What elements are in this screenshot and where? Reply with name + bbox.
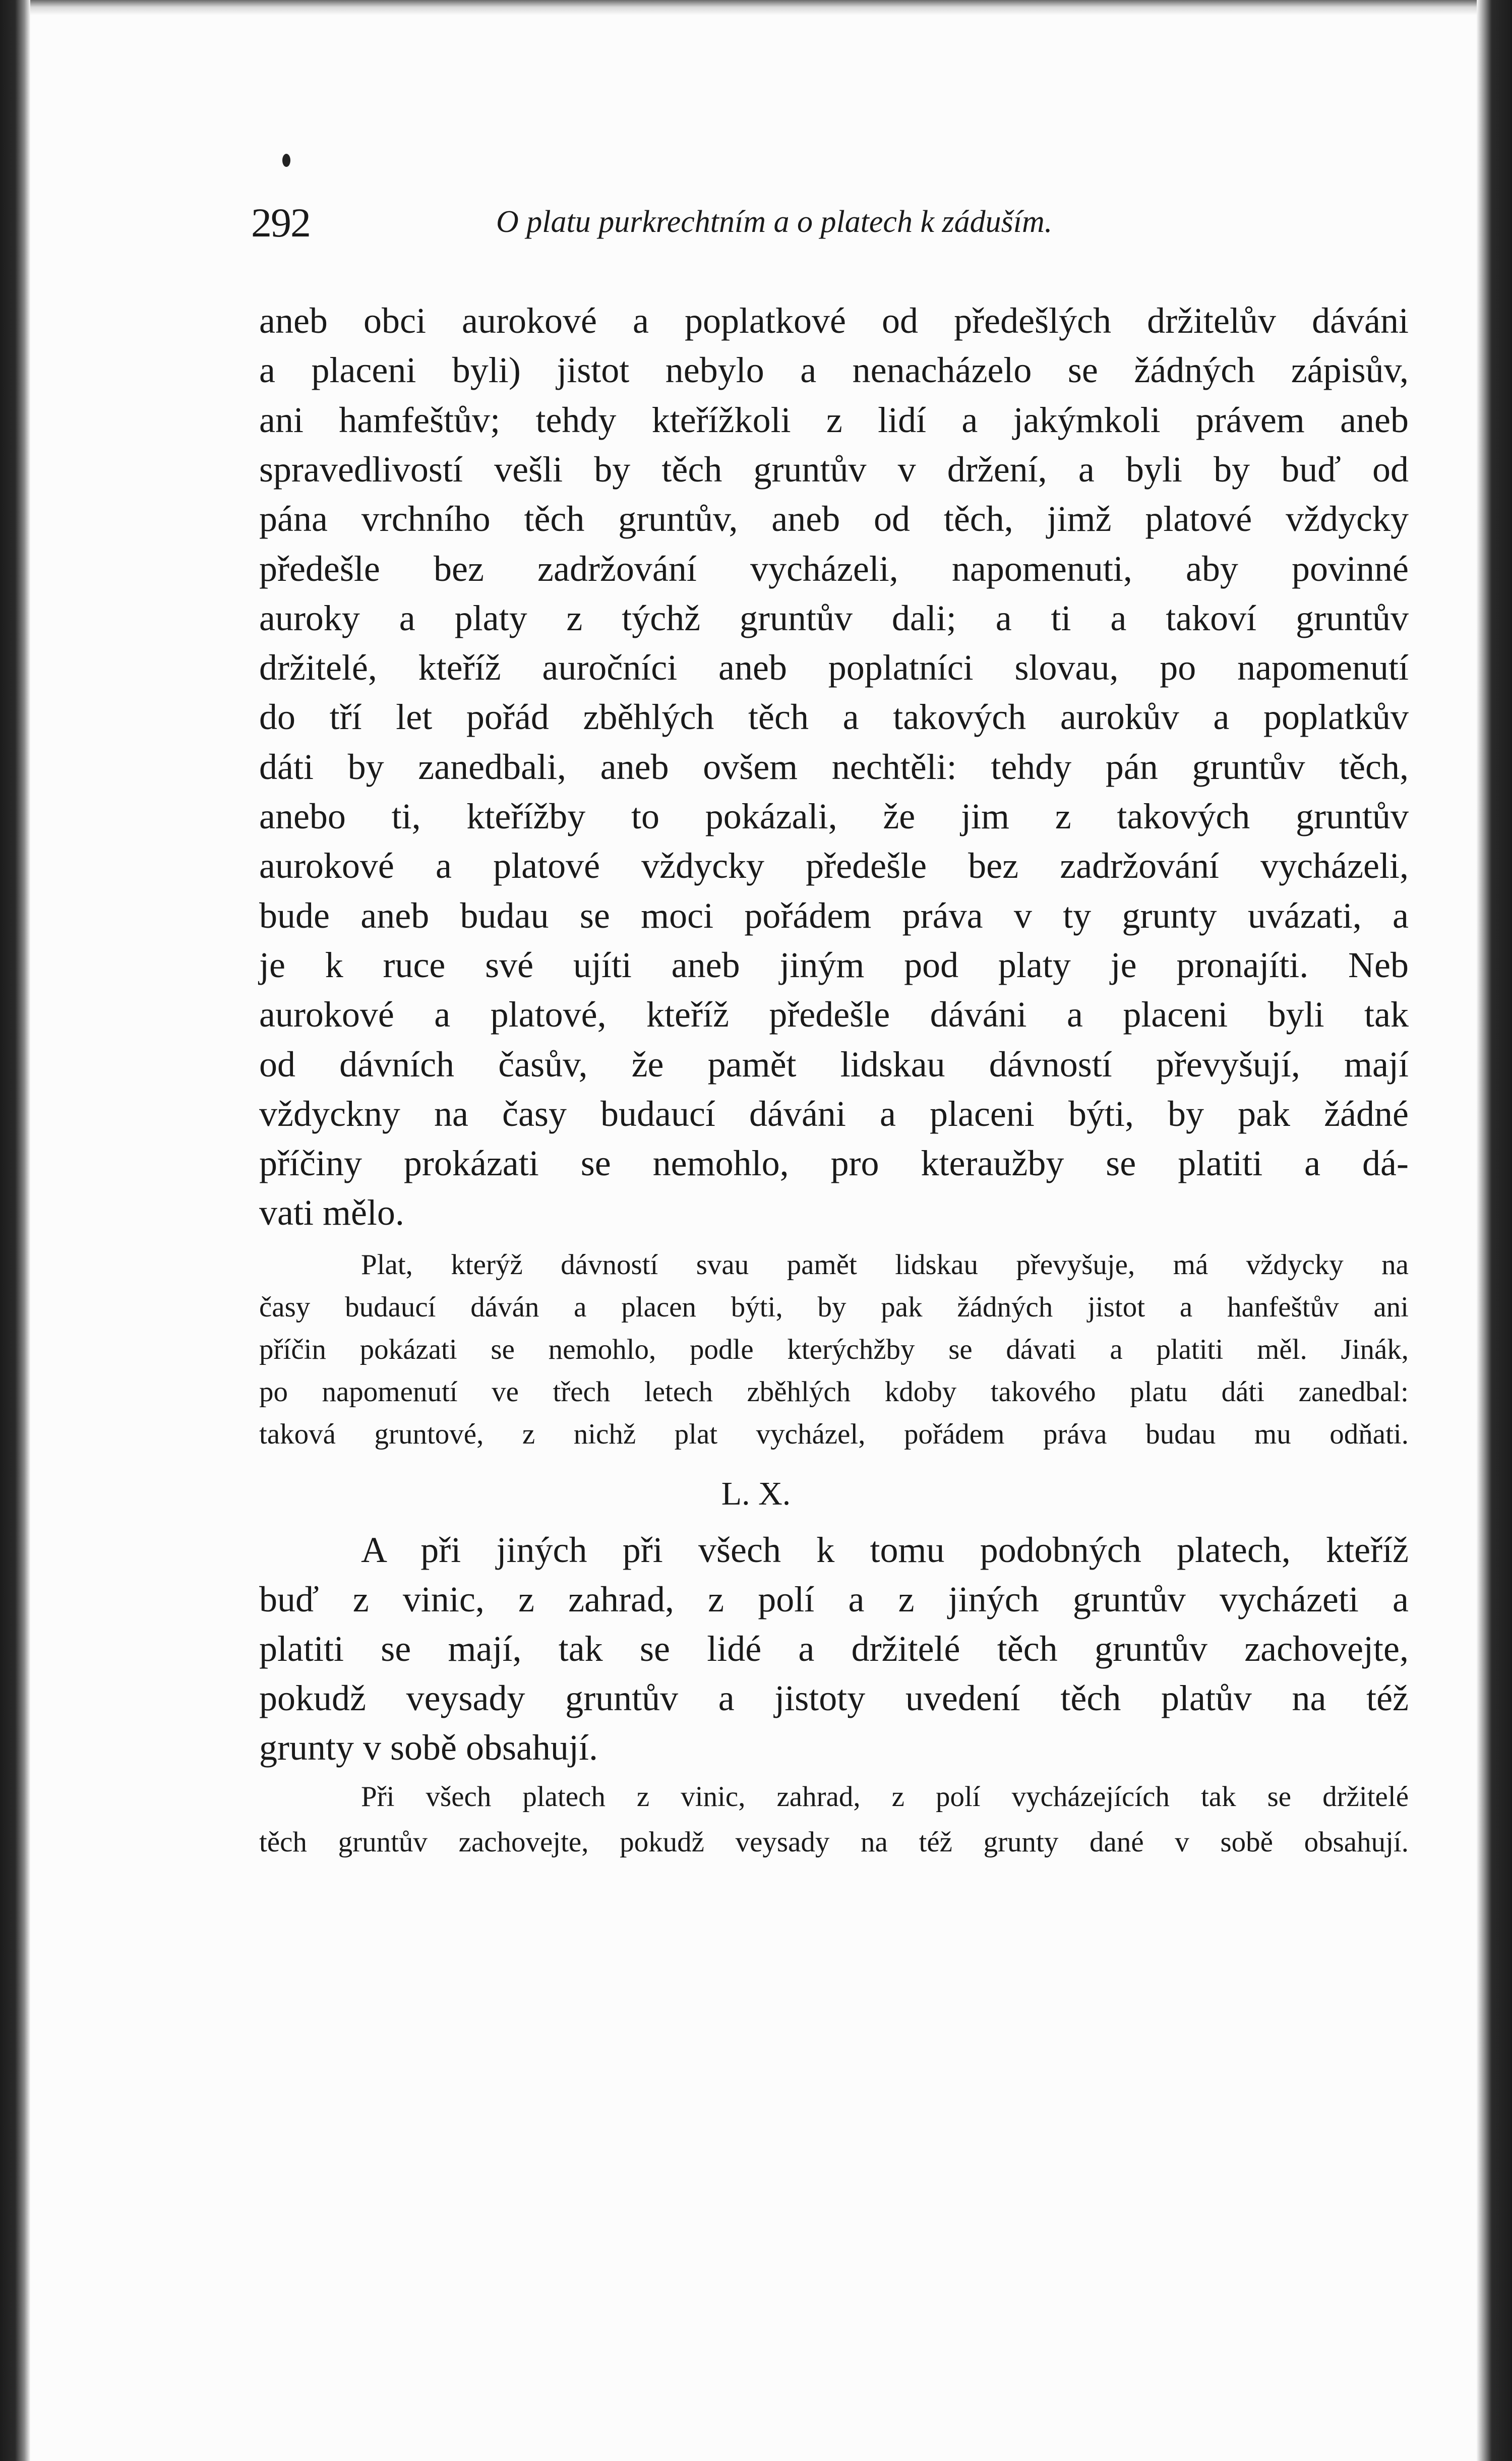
paragraph-1-line: bude aneb budau se moci pořádem práva v ty grunty uvázati, a: [259, 895, 1409, 936]
paragraph-1-line: vati mělo.: [259, 1192, 404, 1233]
paragraph-1-line: aurokové a platové vždycky předešle bez zadržování vycházeli,: [259, 846, 1409, 886]
summary-1-line: Plat, kterýž dávností svau pamět lidskau převyšuje, má vždycky na: [361, 1249, 1409, 1281]
summary-2-line: těch gruntův zachovejte, pokudž veysady na též grunty dané v sobě obsahují.: [259, 1826, 1409, 1858]
section-heading: L. X.: [721, 1475, 791, 1512]
summary-2-line: Při všech platech z vinic, zahrad, z polí vycházejících tak se držitelé: [361, 1781, 1409, 1813]
summary-1-line: časy budaucí dáván a placen býti, by pak žádných jistot a hanfeštův ani: [259, 1291, 1409, 1323]
paragraph-2-line: buď z vinic, z zahrad, z polí a z jiných gruntův vycházeti a: [259, 1579, 1409, 1619]
summary-1-line: po napomenutí ve třech letech zběhlých kdoby takového platu dáti zanedbal:: [259, 1376, 1409, 1408]
paragraph-1-line: pána vrchního těch gruntův, aneb od těch, jimž platové vždycky: [259, 499, 1409, 539]
running-title: O platu purkrechtním a o platech k záduším.: [496, 205, 1053, 239]
paragraph-1-line: anebo ti, kteřížby to pokázali, že jim z takových gruntův: [259, 796, 1409, 836]
paragraph-1-line: dáti by zanedbali, aneb ovšem nechtěli: tehdy pán gruntův těch,: [259, 746, 1409, 787]
paragraph-1-line: je k ruce své ujíti aneb jiným pod platy je pronajíti. Neb: [259, 944, 1409, 985]
page-number: 292: [251, 200, 310, 246]
paragraph-1-line: příčiny prokázati se nemohlo, pro kteraužby se platiti a dá-: [259, 1143, 1409, 1184]
paragraph-1-line: od dávních časův, že pamět lidskau dávností převyšují, mají: [259, 1044, 1409, 1085]
paragraph-1-line: aneb obci aurokové a poplatkové od předešlých držitelův dáváni: [259, 301, 1409, 341]
ink-spot: [282, 154, 290, 167]
paragraph-2-line: pokudž veysady gruntův a jistoty uvedení těch platův na též: [259, 1678, 1409, 1718]
paragraph-1-line: držitelé, kteříž auročníci aneb poplatníci slovau, po napomenutí: [259, 647, 1409, 688]
scan-edge-left: [0, 0, 30, 2461]
scan-edge-right: [1477, 0, 1512, 2461]
paragraph-1-line: aurokové a platové, kteříž předešle dáváni a placeni byli tak: [259, 994, 1409, 1035]
paragraph-2-line: platiti se mají, tak se lidé a držitelé těch gruntův zachovejte,: [259, 1629, 1409, 1669]
summary-1-line: příčin pokázati se nemohlo, podle kterýchžby se dávati a platiti měl. Jinák,: [259, 1334, 1409, 1365]
paragraph-1-line: vždyckny na časy budaucí dáváni a placeni býti, by pak žádné: [259, 1093, 1409, 1134]
paragraph-2-line: A při jiných při všech k tomu podobných platech, kteříž: [361, 1530, 1409, 1570]
paragraph-1-line: ani hamfeštův; tehdy kteřížkoli z lidí a jakýmkoli právem aneb: [259, 399, 1409, 440]
paragraph-1-line: a placeni byli) jistot nebylo a nenacházelo se žádných zápisův,: [259, 350, 1409, 391]
scan-edge-top: [0, 0, 1512, 15]
paragraph-1-line: do tří let pořád zběhlých těch a takových aurokův a poplatkův: [259, 697, 1409, 738]
paragraph-1-line: spravedlivostí vešli by těch gruntův v držení, a byli by buď od: [259, 449, 1409, 490]
paragraph-2-line: grunty v sobě obsahují.: [259, 1727, 598, 1768]
paragraph-1-line: předešle bez zadržování vycházeli, napomenuti, aby povinné: [259, 548, 1409, 589]
summary-1-line: taková gruntové, z nichž plat vycházel, pořádem práva budau mu odňati.: [259, 1418, 1409, 1450]
paragraph-1-line: auroky a platy z týchž gruntův dali; a ti a takoví gruntův: [259, 597, 1409, 638]
